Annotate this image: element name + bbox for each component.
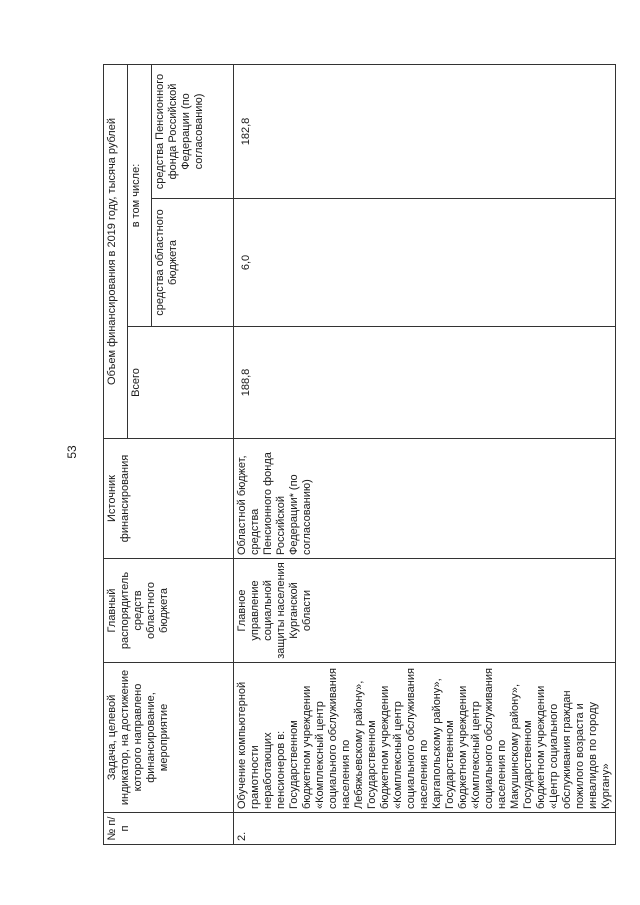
page-number: 53	[65, 445, 79, 459]
header-manager: Главный распорядитель средств областного бюджета	[104, 559, 234, 663]
header-num: № п/п	[104, 813, 234, 845]
table-row	[234, 65, 616, 845]
cell-regional: 6,0	[234, 199, 616, 327]
header-source: Источник финансирования	[104, 439, 234, 559]
header-regional: средства областного бюджета	[152, 199, 234, 327]
header-total: Всего	[128, 327, 234, 439]
cell-manager: Главное управление социальной защиты населения Курганской области	[234, 559, 616, 663]
cell-pension: 182,8	[234, 65, 616, 199]
financing-table	[103, 64, 616, 845]
rotated-page	[103, 65, 612, 845]
header-including: в том числе:	[128, 65, 152, 327]
header-pension: средства Пенсионного фонда Российской Федерации (по согласованию)	[152, 65, 234, 199]
header-volume: Объем финансирования в 2019 году, тысяча рублей	[104, 65, 128, 439]
cell-source: Областной бюджет, средства Пенсионного фонда Российской Федерации* (по согласованию)	[234, 439, 616, 559]
cell-task: Обучение компьютерной грамотности неработающих пенсионеров в: Государственном бюджетном учреждении «Комплексный центр социального обслуживания населения по Лебяжьевскому району», Государственном бюджетном учреждении «Комплексный центр социального обслуживания населения по Каргапольскому району», Государственном бюджетном учреждении «Комплексный центр социального обслуживания населения по Макушинскому району», Государственном бюджетном учреждении «Центр социального обслуживания граждан пожилого возраста и инвалидов по городу Кургану»	[234, 663, 616, 813]
cell-total: 188,8	[234, 327, 616, 439]
header-task: Задача, целевой индикатор, на достижение которого направлено финансирование, мероприятие	[104, 663, 234, 813]
cell-num: 2.	[234, 813, 616, 845]
